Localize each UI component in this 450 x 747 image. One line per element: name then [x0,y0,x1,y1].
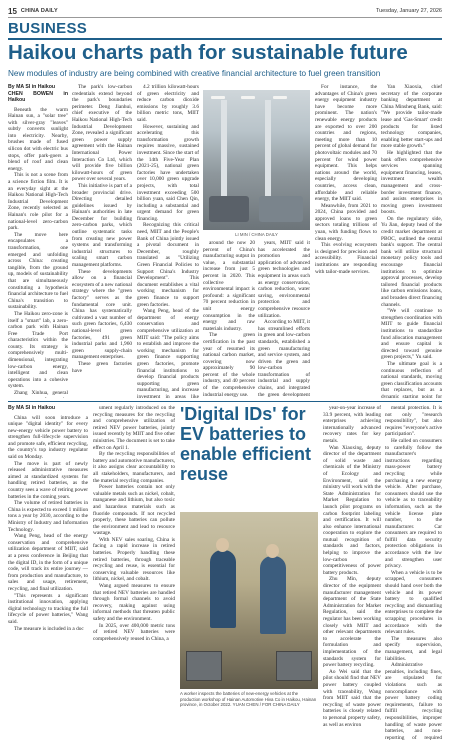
page-header [8,6,442,16]
byline-line-1: By MA SI in Haikou [8,84,56,90]
story1-col-3 [137,84,199,398]
photo-car [259,196,303,222]
paragraph: Zhu Min, deputy director of the equipment manufacturer management department of the State Administration for Market Regulation, said the regulator has been working closely with MIIT and other relevant departments to accelerate the formulation and implementation of the standards system for power battery recycling. [323,576,381,669]
photo-person [210,550,236,628]
paragraph: The Haikou zero-zone is itself a "smart" lab, a zero-carbon park with Hainan Free Trade Port characteristics within the county. Its strategy is comprehensively multi-dimensional, integrating low-carbon energy, intelligent and clean operations into a cohesive system. [8,310,68,390]
paragraph: However, sustaining and accelerating this transformation growth requires massive, sustained investment. Since the start of the 14th Five-Year Plan (2021-25), national green factories have undertaken over 10,000 green upgrade projects, with total investment exceeding 500 billion yuan, said Chen Qin, including a substantial and urgent demand for green financing. [137,123,199,222]
story2-col-2 [93,405,175,740]
paragraph: Meanwhile, from 2021 to 2024, China provided and approved loans to green sectors totaling trillions of yuan, with funding flows to clean energy. [315,202,377,242]
story1-col-1 [8,84,68,398]
story1-col-5 [258,240,310,398]
story1-col-7 [381,84,442,398]
paragraph: mental protection. It is not only "research responsibility", but also requires "everyone's active participation". [385,405,442,438]
paragraph: The park's low-carbon credentials extend beyond the park's boundaries perimeter. Deng Jianhui, chief executive of the Haikou National High-Tech Industrial Development Zone, revealed a significant green power supply agreement with the Hainan International Power Interaction Co Ltd, which will provide five billion kilowatt-hours of green power over several years. [72,84,132,183]
paragraph: These developments allow on a financial ecosystem of a new national strategy where the "green factory" serves as the fundamental core unit. China has systematically cultivated a vast number of such green factories, 6,430 national-level green factories, 491 green industrial parks and 1,960 green supply-chain management enterprises. [72,268,132,361]
paragraph: years, MIIT said it has accelerated the promotion and application of advanced green technologies and equipment in areas such as energy conservation, carbon reduction, water saving, environmental protection and comprehensive resource utilization. [258,240,310,319]
brand-name: CHINA DAILY [20,8,58,14]
paragraph: The move here encapsulates a transformation, one emerged and unfolding across China: creating tangible, from the ground up, models of sustainability that are simultaneously constituting a hypothesis financial architecture to fuel China's transition to sustainability. [8,231,68,311]
story2-byline: By MA SI in Haikou [8,405,56,411]
story2-photo [180,512,318,689]
paragraph: "This represents a significant institutional innovation, applying digital technology to tracking the full lifecycle of power batteries," Wang said. [8,592,88,625]
story1-col-1-body [8,107,68,399]
photo-lamp [211,96,225,99]
story1-col-7-body [381,84,442,398]
story2-col-4 [385,405,442,740]
paragraph: These green factories have [72,360,132,374]
section-title: BUSINESS [8,20,88,37]
paragraph: Recognizing this critical need, MIIT and the People's Bank of China jointly issued a pivotal document in December, roughly translated as "Utilizing Green Financial Policies to Support China's Industry Development". This document establishes a vital working mechanism for green finance to support green factories. [137,222,199,308]
story2-col-4-body [385,405,442,740]
section-rule [8,38,442,40]
paragraph: ument regularly introduced on the recycling measures for the recycling and comprehensive utilization of retired NEV power batteries, jointly issued recently by MIIT and five other ministries. The document is set to take effect on April 1. [93,405,175,451]
photo-battery [186,651,222,681]
photo-lamp [273,96,287,99]
paragraph: In 2025, over 400,000 metric tons of retired NEV batteries were comprehensively reused in China, a [93,622,175,642]
paragraph: By the recycling responsibilities of battery and automotive manufacturers, it also assigns clear accountability to all stakeholders, manufacturers, and the material recycling companies. [93,451,175,484]
photo-pillar [265,100,271,210]
paragraph: Wan Xiaoxing, deputy director of the department of solid waste and chemicals of the Ministry of Ecology and Environment, said the ministry will work with the State Administration for Market Regulation to launch pilot programs on carbon footprint labeling and certification. It will also enhance international cooperation to explore the mutual recognition of standards and factors, helping to improve the low-carbon competitiveness of power battery products. [323,444,381,576]
paragraph: "We will continue to strengthen coordination with MIIT to guide financial institutions to standardize fund allocation management and ensure capital is directed toward genuine green projects," Yu said. [381,308,442,361]
story2-photo-caption: A worker inspects the batteries of new-energy vehicles at the production workshop of Hainan Automotive Hiva Co in Haikou, Hainan province, in October 2022. YUAN CHEN / FOR CHINA DAILY [180,691,317,708]
photo-lamp [241,96,255,99]
photo-person-head [266,544,279,558]
paragraph: Administrative penalties, including fines, are stipulated for violations such as noncompliance with power battery coding requirements, failure to fulfill recycling responsibilities, improper handling of waste power batteries, and non-reporting of required [385,662,442,740]
paragraph: This initiative is part of a broader provincial drive. Directing detailed guidelines issued by Hainan's authorities in late December for building zero-carbon parks, which outline systematic tasks from creating new power systems and transforming industrial structures to scaling smart carbon management platforms. [72,182,132,269]
header-date: Tuesday, January 27, 2026 [375,8,442,14]
story1-col-5-body [258,240,310,398]
paragraph: The ultimate goal is a continuous reflection of national standards, moving green classification accounts that replaces, but as a dynamic starting point for [381,360,442,398]
story1-deck: New modules of industry are being combined with creative financial architecture to fuel green transition [8,69,381,78]
story2-col-3-body [323,405,381,728]
photo-pillar [221,100,227,210]
story2-col-1 [8,405,88,740]
paragraph: With NEV sales soaring, China is facing a rapid increase in retired batteries. Properly handling these retired batteries, through traceable recycling and reuse, is essential for conserving valuable resources like lithium, nickel, and cobalt. [93,536,175,583]
paragraph: The measures also specify supervision, management, and legal liabilities. [385,635,442,662]
photo-battery [276,651,312,681]
story1-col-3-body [137,84,199,398]
paragraph: around the now 20 percent of China's manufacturing output in value, a substantial increase from just 5 percent in 2020. This collective environmental impact is profound: a significant 70 percent reduction in unit energy consumption in the energy and raw materials industry. [203,240,255,332]
header-left [8,7,58,16]
story1-headline: Haikou charts path for sustainable future [8,41,408,64]
paragraph: This is not a scene from a science fiction film. It is an everyday sight at the Haikou National High-Tech Industrial Development Zone, recently selected as Hainan's role pilot for a national-level zero-carbon park. [8,172,68,232]
paragraph: This evolving ecosystem is designed for precision and accessibility. Financial institutions are responding with tailor-made services. [315,242,377,275]
paragraph: Beneath the warm Hainan sun, a "solar tree" with silver-gray "leaves" subtly converts sunlight into electricity. Nearby, brushes made of fused silicon dot with electric bus stops, offer park-goers a blend of roof and clean energy. [8,106,68,172]
story1-col-2-body [72,84,132,374]
story2-headline: 'Digital IDs' for EV batteries to enable efficient reuse [180,404,312,484]
story1-byline [8,84,68,104]
story2-col-2-body [93,405,175,642]
paragraph: 4.2 trillion kilowatt-hours of green electricity and reduce carbon dioxide emissions by roughly 3.6 billion metric tons, MIIT said. [137,84,199,123]
paragraph: Ao Wei said that the pilot should find that NEV power battery coupled with traceability, Wang from MIIT said that the recycling of waste power batteries is closely related to personal property safety, as well as environ [323,668,381,728]
story1-col-4-body [203,240,255,398]
header-right [376,8,442,14]
paragraph: The green certification in the past year of resumed its national carbon market, covering now approximately 90 percent of the whole industry, and 40 percent of the comprehensive industrial energy use. [203,332,255,398]
story2-col-1-body [8,415,88,633]
paragraph: China will soon introduce a unique "digital identity" for every new-energy vehicle power battery to strengthen full-lifecycle supervision and promote safe, efficient recycling, the country's top industry regulator said on Monday. [8,414,88,461]
photo-person-head [216,538,229,552]
paragraph: On the regulatory side, Yu Jian, deputy head of the credit market department at PBOC, outlined the central bank's support. The central bank will utilize structural monetary policy tools and encourage financial institutions to optimize approval processes, develop tailored financial products like carbon emissions loans, and broaden direct financing channels. [381,215,442,308]
story1-col-2 [72,84,132,398]
page-number: 15 [8,6,17,16]
paragraph: Yan Xiaoxia, chief secretary of the corporate banking department at China Minsheng Bank, said: "We provide tailor-made lease and 'Gas-Smart' credit products for listed technology companies, enabling better start-ups and more stable growth." [381,84,442,150]
paragraph: For instance, the advantages of China's green energy equipment industry have become more prominent. The nation's renewable energy products are exported to over 200 countries and regions, meeting more than 10 percent of global demand for photovoltaic modules and 70 percent for wind power equipment. This helps nations around the world, especially developing countries, access clean, affordable and reliable energy, the MIIT said. [315,84,377,203]
byline-line-2: CHEN BOWEN in Haikou [8,90,68,103]
paragraph: He highlighted that the bank offers comprehensive services spanning equipment financing, leases, investment wealth management and cross-border investment finance, and assists enterprises in moving green investment boosts. [381,149,442,216]
story-divider [8,401,442,402]
paragraph: year-on-year increase of 33.9 percent, with leading enterprises achieving internationally advanced recovery rates for key metals. [323,405,381,444]
story1-photo [203,90,310,230]
story1-col-4 [203,240,255,398]
story1-col-6-body [315,84,377,275]
photo-car [209,196,249,222]
paragraph: Wang argued measures to ensure that retired NEV batteries are handled through formal channels to avoid recovery, making against using informal methods that threaten public safety and the environment. [93,583,175,622]
paragraph: Zhang Xinhua, general [14,390,68,397]
story1-photo-caption: LI MIN / CHINA DAILY [235,232,278,237]
paragraph: Wang Peng, head of the department of energy conservation and comprehensive utilization at MIIT said: "The policy aims to establish and improve the working mechanism for green finance supporting green factories, promote financial institutions to develop financial products supporting green manufacturing, and increase investment in areas like [137,308,199,398]
paragraph: The move is part of newly released administrative measures aimed at standardized systems for handling retired batteries, as the country sees a wave of retiring power batteries in the coming years. [8,460,88,500]
paragraph: Wang Peng, head of the energy conservation and comprehensive utilization department of MIIT, said at a press conference in Beijing that the digital ID, in the form of a unique code, will track its entire journey — from production and manufacture, to sales and usage, retirement, recycling, and final utilization. [8,533,88,592]
paragraph: He called on consumers to carefully follow the manufacturer's instructions regarding mass-power battery recycling while purchasing a new energy vehicle. After purchase, consumers should use the vehicle as to traceability information, such as the vehicle license plate number, to the manufacturer. Car consumers are required to fulfill data security protection obligations in accordance with the law and strengthen user privacy. [385,437,442,570]
story1-col-6 [315,84,377,398]
story2-col-3 [323,405,381,740]
paragraph: The measure is included in a doc [14,625,84,632]
paragraph: The volume of retired batteries in China is expected to exceed 1 million tons a year by 2030, according to the Ministry of Industry and Information Technology. [8,500,88,533]
paragraph: Power batteries contain not only valuable metals such as nickel, cobalt, manganese and lithium, but also toxic and hazardous materials such as fluoride compounds. If not recycled properly, these batteries can pollute the environment and lead to resource wastage. [93,484,175,537]
header-rule [8,17,442,18]
paragraph: When a vehicle is to be scrapped, consumers should hand over both the vehicle and its power battery to qualified recycling and dismantling enterprises to complete the scrapping procedures in accordance with the relevant rules. [385,569,442,636]
paragraph: According to MIIT, it has streamlined efforts in green and low-carbon standards, established a green manufacturing and service system, and driven the green and low-carbon transformation of industrial and supply chains, and integrated the green development [258,319,310,398]
photo-person [260,556,286,634]
